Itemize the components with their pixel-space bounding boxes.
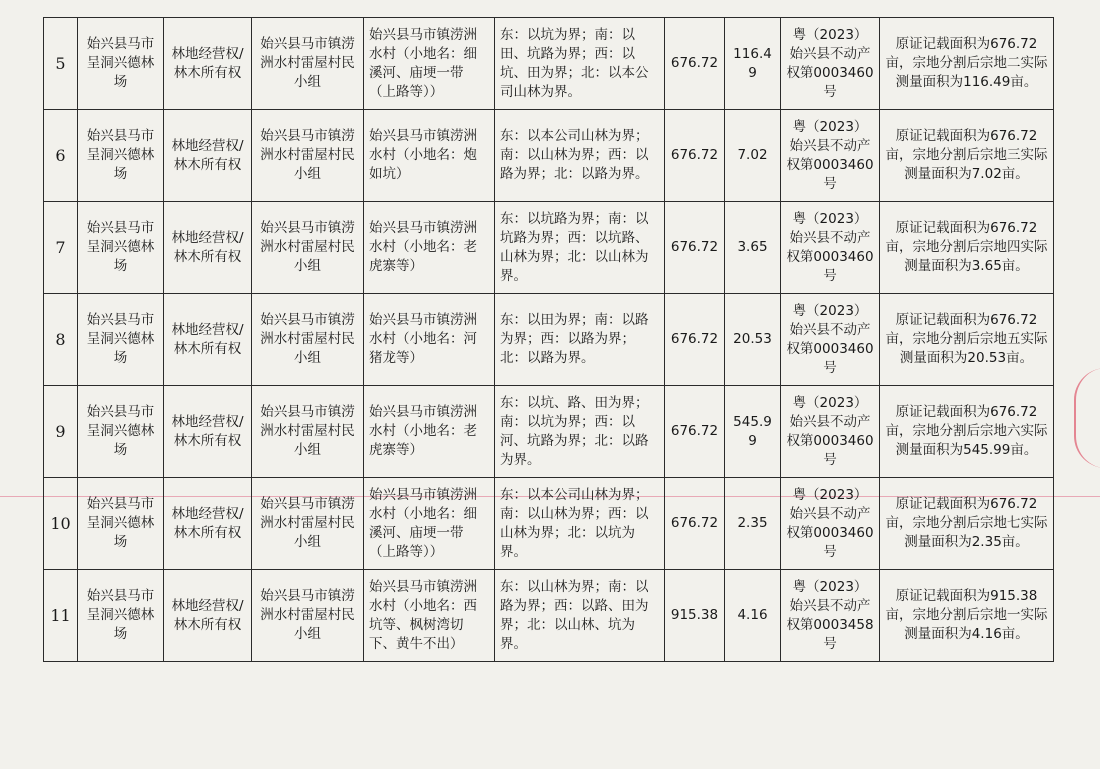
note-cell: 原证记载面积为676.72亩，宗地分割后宗地三实际测量面积为7.02亩。 — [880, 110, 1054, 202]
note-cell: 原证记载面积为676.72亩，宗地分割后宗地五实际测量面积为20.53亩。 — [880, 294, 1054, 386]
right-type-cell: 林地经营权/林木所有权 — [164, 110, 252, 202]
grantor-cell: 始兴县马市镇涝洲水村雷屋村民小组 — [252, 294, 364, 386]
measured-area-cell: 4.16 — [725, 570, 781, 662]
boundary-cell: 东：以山林为界；南：以路为界；西：以路、田为界；北：以山林、坑为界。 — [495, 570, 665, 662]
certificate-cell: 粤（2023）始兴县不动产权第0003460号 — [781, 202, 880, 294]
table-row — [44, 294, 1054, 386]
note-cell: 原证记载面积为676.72亩，宗地分割后宗地七实际测量面积为2.35亩。 — [880, 478, 1054, 570]
grantor-cell: 始兴县马市镇涝洲水村雷屋村民小组 — [252, 202, 364, 294]
seq-cell: 11 — [44, 570, 78, 662]
grantor-cell: 始兴县马市镇涝洲水村雷屋村民小组 — [252, 478, 364, 570]
measured-area-cell: 3.65 — [725, 202, 781, 294]
seq-cell: 8 — [44, 294, 78, 386]
location-cell: 始兴县马市镇涝洲水村（小地名：河猪龙等） — [364, 294, 495, 386]
original-area-cell: 676.72 — [665, 386, 725, 478]
measured-area-cell: 7.02 — [725, 110, 781, 202]
owner-cell: 始兴县马市呈洞兴德林场 — [78, 18, 164, 110]
location-cell: 始兴县马市镇涝洲水村（小地名：老虎寨等） — [364, 202, 495, 294]
original-area-cell: 676.72 — [665, 202, 725, 294]
measured-area-cell: 545.99 — [725, 386, 781, 478]
location-cell: 始兴县马市镇涝洲水村（小地名：细溪河、庙埂一带（上路等）） — [364, 478, 495, 570]
measured-area-cell: 2.35 — [725, 478, 781, 570]
boundary-cell: 东：以本公司山林为界；南：以山林为界；西：以路为界；北：以路为界。 — [495, 110, 665, 202]
measured-area-cell: 20.53 — [725, 294, 781, 386]
owner-cell: 始兴县马市呈洞兴德林场 — [78, 202, 164, 294]
table-row — [44, 478, 1054, 570]
location-cell: 始兴县马市镇涝洲水村（小地名：老虎寨等） — [364, 386, 495, 478]
owner-cell: 始兴县马市呈洞兴德林场 — [78, 570, 164, 662]
measured-area-cell: 116.49 — [725, 18, 781, 110]
right-type-cell: 林地经营权/林木所有权 — [164, 294, 252, 386]
original-area-cell: 676.72 — [665, 294, 725, 386]
table-row — [44, 202, 1054, 294]
seq-cell: 10 — [44, 478, 78, 570]
owner-cell: 始兴县马市呈洞兴德林场 — [78, 386, 164, 478]
original-area-cell: 676.72 — [665, 110, 725, 202]
location-cell: 始兴县马市镇涝洲水村（小地名：炮如坑） — [364, 110, 495, 202]
certificate-cell: 粤（2023）始兴县不动产权第0003460号 — [781, 478, 880, 570]
certificate-cell: 粤（2023）始兴县不动产权第0003460号 — [781, 18, 880, 110]
right-type-cell: 林地经营权/林木所有权 — [164, 18, 252, 110]
boundary-cell: 东：以坑路为界；南：以坑路为界；西：以坑路、山林为界；北：以山林为界。 — [495, 202, 665, 294]
certificate-cell: 粤（2023）始兴县不动产权第0003460号 — [781, 386, 880, 478]
table-row — [44, 18, 1054, 110]
right-type-cell: 林地经营权/林木所有权 — [164, 570, 252, 662]
original-area-cell: 676.72 — [665, 478, 725, 570]
note-cell: 原证记载面积为676.72亩，宗地分割后宗地二实际测量面积为116.49亩。 — [880, 18, 1054, 110]
right-type-cell: 林地经营权/林木所有权 — [164, 478, 252, 570]
right-type-cell: 林地经营权/林木所有权 — [164, 386, 252, 478]
seq-cell: 7 — [44, 202, 78, 294]
grantor-cell: 始兴县马市镇涝洲水村雷屋村民小组 — [252, 110, 364, 202]
original-area-cell: 676.72 — [665, 18, 725, 110]
red-seal-edge — [1074, 368, 1100, 468]
note-cell: 原证记载面积为676.72亩，宗地分割后宗地四实际测量面积为3.65亩。 — [880, 202, 1054, 294]
certificate-cell: 粤（2023）始兴县不动产权第0003460号 — [781, 294, 880, 386]
certificate-cell: 粤（2023）始兴县不动产权第0003458号 — [781, 570, 880, 662]
boundary-cell: 东：以坑为界；南：以田、坑路为界；西：以坑、田为界；北：以本公司山林为界。 — [495, 18, 665, 110]
land-rights-table — [43, 17, 1054, 662]
location-cell: 始兴县马市镇涝洲水村（小地名：细溪河、庙埂一带（上路等）） — [364, 18, 495, 110]
grantor-cell: 始兴县马市镇涝洲水村雷屋村民小组 — [252, 386, 364, 478]
boundary-cell: 东：以田为界；南：以路为界；西：以路为界；北：以路为界。 — [495, 294, 665, 386]
owner-cell: 始兴县马市呈洞兴德林场 — [78, 110, 164, 202]
grantor-cell: 始兴县马市镇涝洲水村雷屋村民小组 — [252, 570, 364, 662]
certificate-cell: 粤（2023）始兴县不动产权第0003460号 — [781, 110, 880, 202]
owner-cell: 始兴县马市呈洞兴德林场 — [78, 478, 164, 570]
table-row — [44, 570, 1054, 662]
boundary-cell: 东：以本公司山林为界；南：以山林为界；西：以山林为界；北：以坑为界。 — [495, 478, 665, 570]
owner-cell: 始兴县马市呈洞兴德林场 — [78, 294, 164, 386]
note-cell: 原证记载面积为676.72亩，宗地分割后宗地六实际测量面积为545.99亩。 — [880, 386, 1054, 478]
seq-cell: 5 — [44, 18, 78, 110]
boundary-cell: 东：以坑、路、田为界；南：以坑为界；西：以河、坑路为界；北：以路为界。 — [495, 386, 665, 478]
note-cell: 原证记载面积为915.38亩，宗地分割后宗地一实际测量面积为4.16亩。 — [880, 570, 1054, 662]
seq-cell: 6 — [44, 110, 78, 202]
original-area-cell: 915.38 — [665, 570, 725, 662]
right-type-cell: 林地经营权/林木所有权 — [164, 202, 252, 294]
grantor-cell: 始兴县马市镇涝洲水村雷屋村民小组 — [252, 18, 364, 110]
table-row — [44, 386, 1054, 478]
location-cell: 始兴县马市镇涝洲水村（小地名：西坑等、枫树湾切下、黄牛不出） — [364, 570, 495, 662]
table-row — [44, 110, 1054, 202]
seq-cell: 9 — [44, 386, 78, 478]
